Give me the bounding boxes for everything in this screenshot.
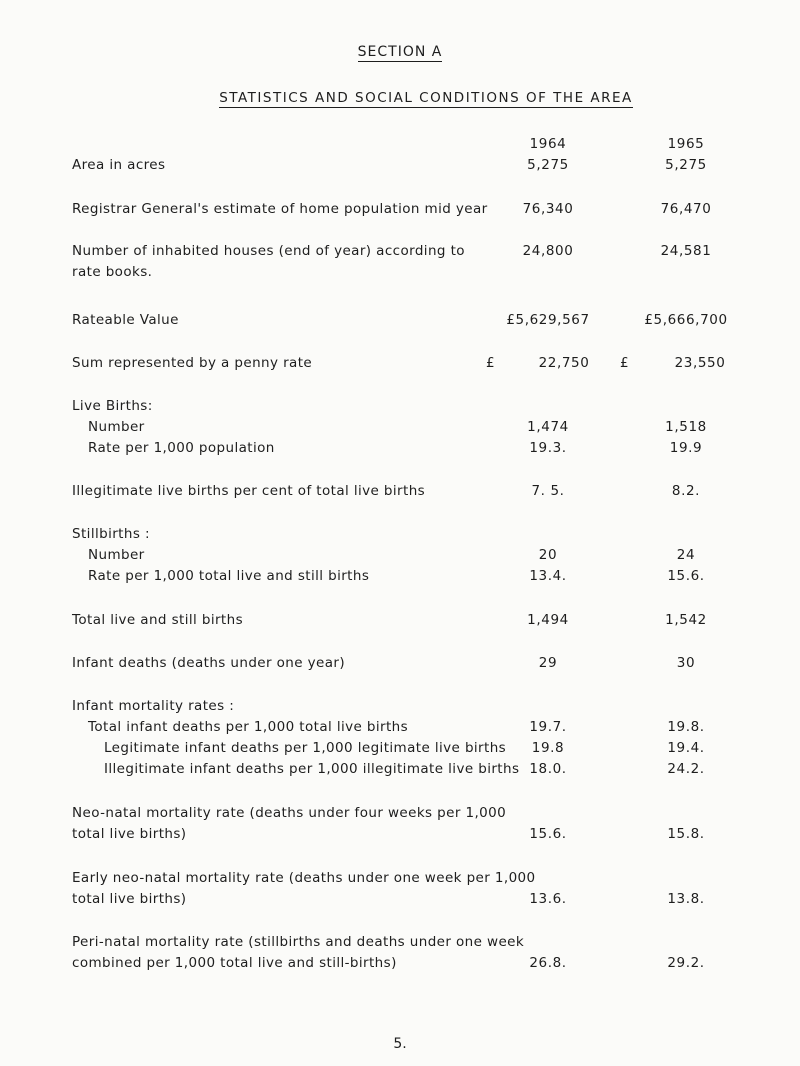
stillbirths-heading-row [0, 526, 800, 546]
value-1965: 1,542 [665, 612, 707, 628]
value-1965: 15.6. [667, 568, 705, 584]
value-1964: 5,275 [527, 157, 569, 173]
value-1964: £5,629,567 [506, 312, 590, 328]
year-header-row [0, 136, 800, 156]
section-label: Stillbirths : [72, 526, 150, 542]
row-label: Early neo-natal mortality rate (deaths under one week per 1,000 [72, 870, 536, 886]
infant-mortality-legit-row [0, 740, 800, 760]
value-1964: 1,494 [527, 612, 569, 628]
value-1964: 29 [538, 655, 558, 671]
row-label: Number of inhabited houses (end of year) according to [72, 243, 465, 259]
value-1965: 19.8. [667, 719, 705, 735]
value-1964: 24,800 [522, 243, 574, 259]
infant-deaths-row [0, 655, 800, 675]
row-label: Number [88, 547, 145, 563]
infant-mortality-heading-row [0, 698, 800, 718]
houses-row-cont [0, 264, 800, 284]
row-label-cont: combined per 1,000 total live and still-births) [72, 955, 397, 971]
row-label: Number [88, 419, 145, 435]
row-label: Sum represented by a penny rate [72, 355, 313, 371]
houses-row [0, 243, 800, 263]
stillbirths-rate-row [0, 568, 800, 588]
value-1965: 76,470 [660, 201, 712, 217]
value-1965: 24.2. [667, 761, 705, 777]
value-1965: 1,518 [665, 419, 707, 435]
penny-rate-row [0, 355, 800, 375]
row-label: Rate per 1,000 total live and still births [88, 568, 370, 584]
currency-symbol: £ [620, 355, 629, 371]
illegitimate-row [0, 483, 800, 503]
early-neonatal-row [0, 870, 800, 890]
row-label-cont: total live births) [72, 826, 187, 842]
value-1965: 13.8. [667, 891, 705, 907]
live-births-heading-row [0, 398, 800, 418]
infant-mortality-illegit-row [0, 761, 800, 781]
row-label-cont: rate books. [72, 264, 153, 280]
value-1964: 7. 5. [531, 483, 565, 499]
live-births-number-row [0, 419, 800, 439]
row-label: Legitimate infant deaths per 1,000 legitimate live births [104, 740, 507, 756]
value-1964: 1,474 [527, 419, 569, 435]
row-label: Registrar General's estimate of home population mid year [72, 201, 488, 217]
neonatal-row [0, 805, 800, 825]
row-label: Illegitimate infant deaths per 1,000 illegitimate live births [104, 761, 520, 777]
value-1964: 19.7. [529, 719, 567, 735]
total-births-row [0, 612, 800, 632]
neonatal-row-cont [0, 826, 800, 846]
section-label: Live Births: [72, 398, 153, 414]
perinatal-row [0, 934, 800, 954]
page-number: 5. [393, 1036, 407, 1052]
infant-mortality-total-row [0, 719, 800, 739]
row-label: Total infant deaths per 1,000 total live births [88, 719, 409, 735]
value-1965: 24,581 [660, 243, 712, 259]
value-1965: 29.2. [667, 955, 705, 971]
value-1964: 22,750 [538, 355, 590, 371]
row-label: Neo-natal mortality rate (deaths under four weeks per 1,000 [72, 805, 507, 821]
value-1965: 19.4. [667, 740, 705, 756]
value-1964: 15.6. [529, 826, 567, 842]
col-header-1964: 1964 [529, 136, 567, 152]
currency-symbol: £ [486, 355, 495, 371]
section-heading: SECTION A [357, 44, 443, 60]
value-1964: 18.0. [529, 761, 567, 777]
row-label: Infant deaths (deaths under one year) [72, 655, 346, 671]
value-1964: 26.8. [529, 955, 567, 971]
row-label: Illegitimate live births per cent of total live births [72, 483, 426, 499]
area-row [0, 157, 800, 177]
row-label: Peri-natal mortality rate (stillbirths and deaths under one week [72, 934, 525, 950]
value-1964: 20 [538, 547, 558, 563]
value-1965: 30 [676, 655, 696, 671]
value-1964: 19.8 [531, 740, 565, 756]
stillbirths-number-row [0, 547, 800, 567]
value-1964: 76,340 [522, 201, 574, 217]
live-births-rate-row [0, 440, 800, 460]
col-header-1965: 1965 [667, 136, 705, 152]
value-1965: 24 [676, 547, 696, 563]
value-1965: 19.9 [669, 440, 703, 456]
value-1964: 19.3. [529, 440, 567, 456]
value-1965: 23,550 [674, 355, 726, 371]
value-1965: 8.2. [671, 483, 701, 499]
section-label: Infant mortality rates : [72, 698, 235, 714]
row-label: Rate per 1,000 population [88, 440, 275, 456]
perinatal-row-cont [0, 955, 800, 975]
value-1964: 13.4. [529, 568, 567, 584]
value-1964: 13.6. [529, 891, 567, 907]
row-label: Total live and still births [72, 612, 244, 628]
rateable-value-row [0, 312, 800, 332]
row-label: Area in acres [72, 157, 166, 173]
row-label-cont: total live births) [72, 891, 187, 907]
row-label: Rateable Value [72, 312, 179, 328]
early-neonatal-row-cont [0, 891, 800, 911]
value-1965: 15.8. [667, 826, 705, 842]
population-row [0, 201, 800, 221]
page-title: STATISTICS AND SOCIAL CONDITIONS OF THE AREA [219, 90, 633, 106]
value-1965: 5,275 [665, 157, 707, 173]
value-1965: £5,666,700 [644, 312, 728, 328]
